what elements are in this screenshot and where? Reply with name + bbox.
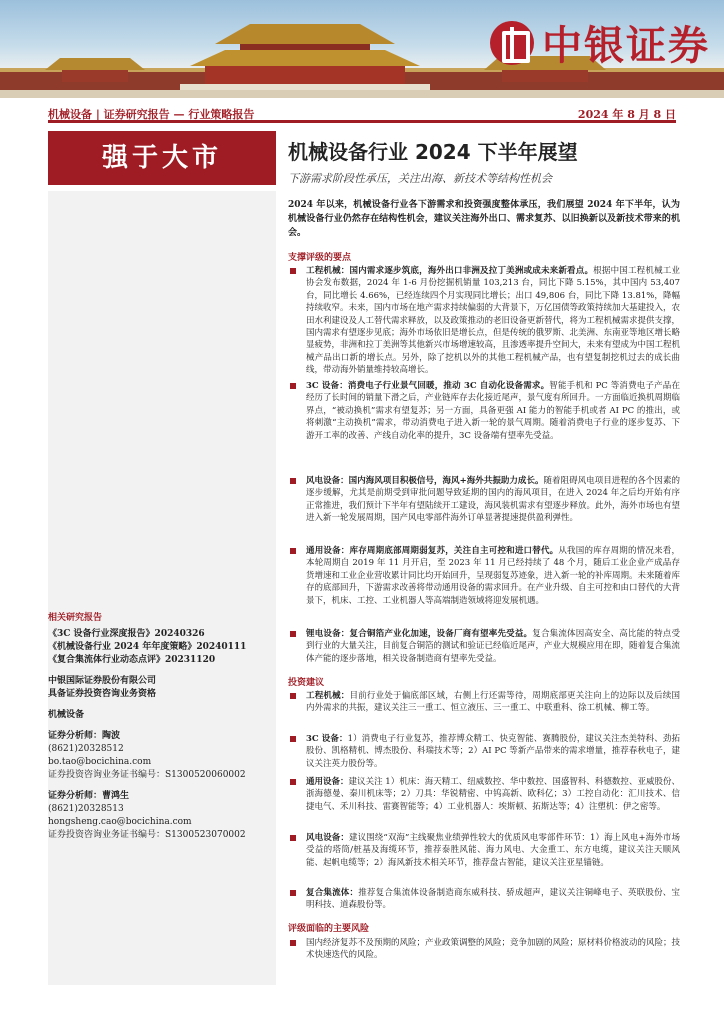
section-advice: 投资建议 bbox=[288, 678, 325, 688]
advice-head: 工程机械： bbox=[306, 691, 350, 701]
key-point-head: 工程机械：国内需求逐步筑底，海外出口非洲及拉丁美洲或成未来新看点。 bbox=[306, 266, 594, 276]
risk-item bbox=[290, 937, 680, 962]
bullet-icon bbox=[290, 940, 296, 946]
advice-item bbox=[290, 832, 680, 869]
key-point-head: 通用设备：库存周期底部周期弱复苏，关注自主可控和进口替代。 bbox=[306, 546, 559, 556]
related-reports-title: 相关研究报告 bbox=[48, 613, 103, 623]
left-sidebar-info bbox=[48, 612, 276, 842]
related-report: 《复合集流体行业动态点评》20231120 bbox=[48, 655, 216, 665]
risk-body: 国内经济复苏不及预期的风险；产业政策调整的风险；竞争加剧的风险；原材料价格波动的风险；技术快速迭代的风险。 bbox=[306, 938, 681, 961]
left-sidebar-panel bbox=[48, 191, 276, 985]
license: 具备证券投资咨询业务资格 bbox=[48, 689, 157, 699]
key-point-body: 随着阻碍风电项目进程的各个因素的逐步缓解，尤其是前期受到审批问题导致延期的国内的海风项目，在进入 2024 年之后均开始有序正常推进，我们预计下半年有望陆续开工建设，海风装机需求有望逐步释放。此外，海外市场也有望进入新一轮发展周期，国产风电零部件海外订单显著提速提供盈利弹性。 bbox=[306, 476, 681, 524]
section-risks: 评级面临的主要风险 bbox=[288, 924, 370, 934]
analyst-cert: 证券投资咨询业务证书编号：S1300523070002 bbox=[48, 830, 246, 840]
brand-name: 中银证券 bbox=[542, 23, 710, 69]
related-report: 《机械设备行业 2024 年年度策略》20240111 bbox=[48, 642, 247, 652]
key-point-body: 从我国的库存周期的情况来看，本轮周期自 2019 年 11 月开启，至 2023 年 11 月已经持续了 48 个月，随后工业企业产成品存货增速和工业企业营收累计同比均开始回升，呈现弱复苏迹象，进入新一轮的补库周期。未来随着库存的底部回升，下游需求改善将带动通用设备的需求回升。在产业升级、自主可控和由口替代的大背景下，机床、工控、工业机器人等高端制造领域将迎发展机遇。 bbox=[306, 546, 681, 606]
report-date: 2024 年 8 月 8 日 bbox=[577, 108, 676, 121]
bank-logo-icon bbox=[490, 21, 534, 65]
advice-body: 推荐复合集流体设备制造商东威科技、骄成超声，建议关注铜峰电子、英联股份、宝明科技、道森股份等。 bbox=[306, 888, 680, 911]
brand-logo bbox=[490, 14, 710, 71]
section-key-points: 支撑评级的要点 bbox=[288, 253, 352, 263]
report-title: 机械设备行业 2024 下半年展望 bbox=[288, 140, 578, 164]
key-point-body: 智能手机和 PC 等消费电子产品在经历了长时间的销量下滑之后，产业链库存去化接近尾声，景气度有所回升。一方面临近换机周期临界点，“被动换机”需求有望复苏；另一方面，具备更强 AI 能力的智能手机或者 AI PC 的推出，或将刺激“主动换机”需求，带动消费电子进入新一轮的景气周期。随着消费电子行业的逐步复苏、下游开工率的改善、产线自动化率的提升，3C 设备端有望率先受益。 bbox=[306, 381, 681, 441]
related-report: 《3C 设备行业深度报告》20240326 bbox=[48, 629, 205, 639]
key-point-head: 3C 设备：消费电子行业景气回暖，推动 3C 自动化设备需求。 bbox=[306, 381, 550, 391]
key-point-body: 根据中国工程机械工业协会发布数据，2024 年 1-6 月份挖掘机销量 103,213 台，同比下降 5.15%，其中国内 53,407 台，同比增长 4.66%，已经连续四个月实现同比增长；出口 49,806 台，同比下降 13.81%，降幅持续收窄。未来，国内市场在地产需求持续偏弱的大背景下，万亿国债等政策持续加大基建投入，农田水利建设及人工替代需求释放，以及政策推动的老旧设备更新替代，将为工程机械需求提供支撑，国内需求有望逐步见底；海外市场依旧是增长点，但是传统的俄罗斯、北美洲、东南亚等地区增长略显疲势，非洲和拉丁美洲等其他新兴市场增速较高，且渗透率提升空间大，未来有望成为中国工程机械产品出口新的增长点。另外，除了挖机以外的其他工程机械产品，也有望复制挖机过去的成长曲线，带动海外销量维持较高增长。 bbox=[306, 266, 681, 376]
advice-item bbox=[290, 690, 680, 715]
bullet-icon bbox=[290, 736, 296, 742]
advice-head: 3C 设备： bbox=[306, 734, 348, 744]
key-point-head: 锂电设备：复合铜箔产业化加速，设备厂商有望率先受益。 bbox=[306, 629, 533, 639]
advice-head: 通用设备： bbox=[306, 777, 349, 787]
company-name: 中银国际证券股份有限公司 bbox=[48, 676, 157, 686]
header-banner bbox=[0, 0, 724, 98]
advice-head: 复合集流体： bbox=[306, 888, 359, 898]
advice-head: 风电设备： bbox=[306, 833, 349, 843]
advice-body: 建议关注 1）机床：海天精工、纽威数控、华中数控、国盛智科、科德数控、亚威股份、浙海德曼、秦川机床等；2）刀具：华锐精密、中钨高新、欧科亿；3）工控自动化：汇川技术、信捷电气、禾川科技、雷赛智能等；4）工业机器人：埃斯顿、拓斯达等；4）注塑机：伊之密等。 bbox=[306, 777, 680, 812]
key-point-item bbox=[290, 475, 680, 525]
bullet-icon bbox=[290, 268, 296, 274]
report-header-line bbox=[48, 103, 676, 123]
bullet-icon bbox=[290, 693, 296, 699]
report-intro: 2024 年以来，机械设备行业各下游需求和投资强度整体承压，我们展望 2024 年下半年，认为机械设备行业仍然存在结构性机会，建议关注海外出口、需求复苏、以旧换新以及新技术带来的机会。 bbox=[288, 200, 680, 238]
key-point-head: 风电设备：国内海风项目积极信号，海风+海外共振助力成长。 bbox=[306, 476, 544, 486]
sector-label: 机械设备 bbox=[48, 710, 85, 720]
analyst-email[interactable]: hongsheng.cao@bocichina.com bbox=[48, 817, 192, 827]
bullet-icon bbox=[290, 383, 296, 389]
advice-body: 目前行业处于偏底部区域，右侧上行还需等待，周期底部更关注向上的边际以及后续国内外需求的共振，建议关注三一重工、恒立液压、三一重工、中联重科、徐工机械、柳工等。 bbox=[306, 691, 680, 714]
bullet-icon bbox=[290, 890, 296, 896]
analyst-phone: (8621)20328512 bbox=[48, 744, 124, 754]
bullet-icon bbox=[290, 779, 296, 785]
advice-body: 1）消费电子行业复苏，推荐博众精工、快克智能、赛腾股份，建议关注杰美特科、劲拓股份、凯格精机、博杰股份、科瑞技术等；2）AI PC 等新产品带来的需求增量，推荐春秋电子，建议关注英力股份等。 bbox=[306, 734, 680, 769]
bullet-icon bbox=[290, 548, 296, 554]
analyst-phone: (8621)20328513 bbox=[48, 804, 124, 814]
rating-badge: 强于大市 bbox=[48, 131, 276, 185]
analyst-name: 证券分析师：曹鸿生 bbox=[48, 791, 130, 801]
key-point-item bbox=[290, 380, 680, 442]
analyst-name: 证券分析师：陶波 bbox=[48, 731, 121, 741]
analyst-email[interactable]: bo.tao@bocichina.com bbox=[48, 757, 152, 767]
advice-item bbox=[290, 776, 680, 813]
analyst-cert: 证券投资咨询业务证书编号：S1300520060002 bbox=[48, 770, 246, 780]
report-category: 机械设备 | 证券研究报告 — 行业策略报告 bbox=[48, 108, 255, 121]
advice-item bbox=[290, 887, 680, 912]
bullet-icon bbox=[290, 835, 296, 841]
bullet-icon bbox=[290, 478, 296, 484]
bullet-icon bbox=[290, 631, 296, 637]
key-point-item bbox=[290, 265, 680, 377]
key-point-item bbox=[290, 545, 680, 607]
key-point-item bbox=[290, 628, 680, 665]
advice-body: 建议围绕“双海”主线聚焦业绩弹性较大的优质风电零部件环节：1）海上风电+海外市场受益的塔筒/桩基及海缆环节，推荐泰胜风能、海力风电、大金重工、东方电缆，建议关注天顺风能、起帆电缆等；2）海风新技术相关环节，推荐盘古智能，建议关注亚星锚链。 bbox=[306, 833, 680, 868]
key-point-body: 复合集流体因高安全、高比能的特点受到行业的大量关注，目前复合铜箔的测试和验证已经临近尾声，产业大规模应用在即，随着复合集流体产能的逐步落地，相关设备制造商有望率先受益。 bbox=[306, 629, 681, 664]
report-subtitle: 下游需求阶段性承压，关注出海、新技术等结构性机会 bbox=[288, 172, 552, 185]
advice-item bbox=[290, 733, 680, 770]
